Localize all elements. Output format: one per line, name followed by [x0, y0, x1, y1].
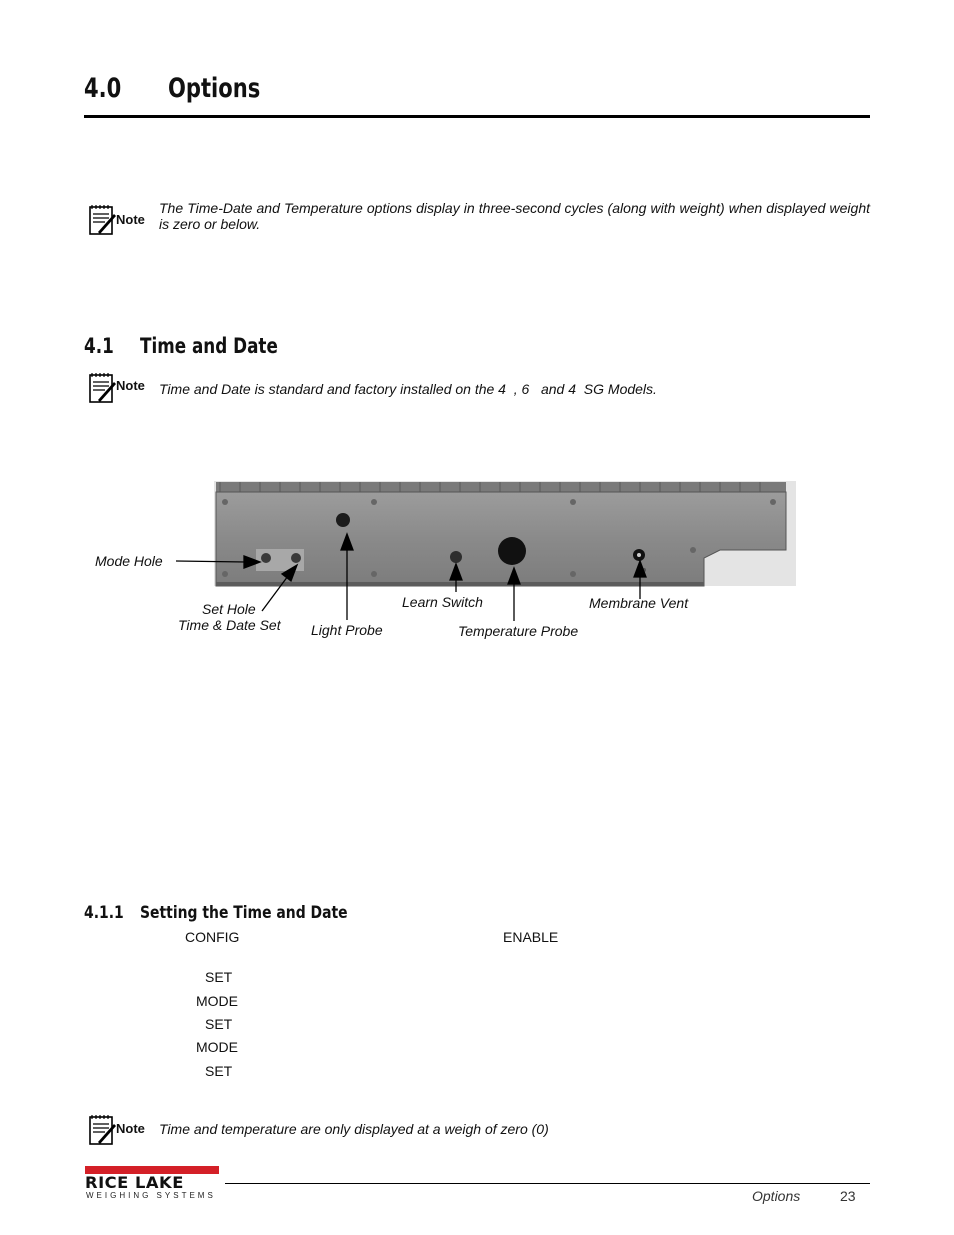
final-note	[86, 1112, 870, 1148]
intro-note	[86, 202, 870, 242]
subsubsection-number: 4.1.1	[84, 903, 124, 923]
note-label: Note	[116, 1121, 145, 1136]
screw	[222, 499, 228, 505]
label-light-probe: Light Probe	[311, 622, 383, 638]
footer-logo	[85, 1166, 221, 1200]
keyword-set: SET	[205, 969, 233, 985]
temperature-probe	[498, 537, 526, 565]
keyword-mode: MODE	[196, 993, 238, 1009]
logo-wordmark: RICE LAKE	[85, 1173, 184, 1192]
subsection-number: 4.1	[84, 334, 114, 358]
screw	[222, 571, 228, 577]
subsubsection-title: Setting the Time and Date	[140, 903, 348, 923]
section-title: Options	[168, 73, 261, 104]
screw	[690, 547, 696, 553]
screw	[770, 499, 776, 505]
label-mode-hole: Mode Hole	[95, 553, 163, 569]
note-label: Note	[116, 378, 145, 393]
note-label: Note	[116, 212, 145, 227]
label-membrane-vent: Membrane Vent	[589, 595, 689, 611]
label-learn-switch: Learn Switch	[402, 594, 483, 610]
note-text: Time and temperature are only displayed at a weigh of zero (0)	[159, 1121, 549, 1137]
screw	[371, 571, 377, 577]
footer-rule	[225, 1183, 870, 1184]
note-text: Time and Date is standard and factory installed on the 4 , 6 and 4 SG Models.	[159, 381, 657, 397]
learn-switch	[450, 551, 462, 563]
keyword-config: CONFIG	[185, 929, 240, 945]
keyword-set: SET	[205, 1063, 233, 1079]
set-hole	[291, 553, 301, 563]
sub-note	[86, 370, 870, 406]
label-set-hole: Set Hole	[202, 601, 256, 617]
keyword-set: SET	[205, 1016, 233, 1032]
note-text: The Time-Date and Temperature options display in three-second cycles (along with weight) when displayed weight is zero or below.	[159, 200, 870, 232]
screw	[570, 571, 576, 577]
mode-hole	[261, 553, 271, 563]
subsection-title: Time and Date	[140, 334, 278, 358]
logo-tagline: WEIGHING SYSTEMS	[86, 1191, 216, 1200]
screw	[570, 499, 576, 505]
heading-rule	[84, 115, 870, 118]
label-temperature-probe: Temperature Probe	[458, 623, 579, 639]
keyword-mode: MODE	[196, 1039, 238, 1055]
label-time-date-set: Time & Date Set	[178, 617, 281, 633]
light-probe	[336, 513, 350, 527]
enclosure-panel	[216, 492, 786, 586]
screw	[371, 499, 377, 505]
footer-section: Options	[752, 1188, 801, 1204]
section-number: 4.0	[84, 73, 122, 104]
keyword-enable: ENABLE	[503, 929, 559, 945]
page-number: 23	[840, 1188, 856, 1204]
